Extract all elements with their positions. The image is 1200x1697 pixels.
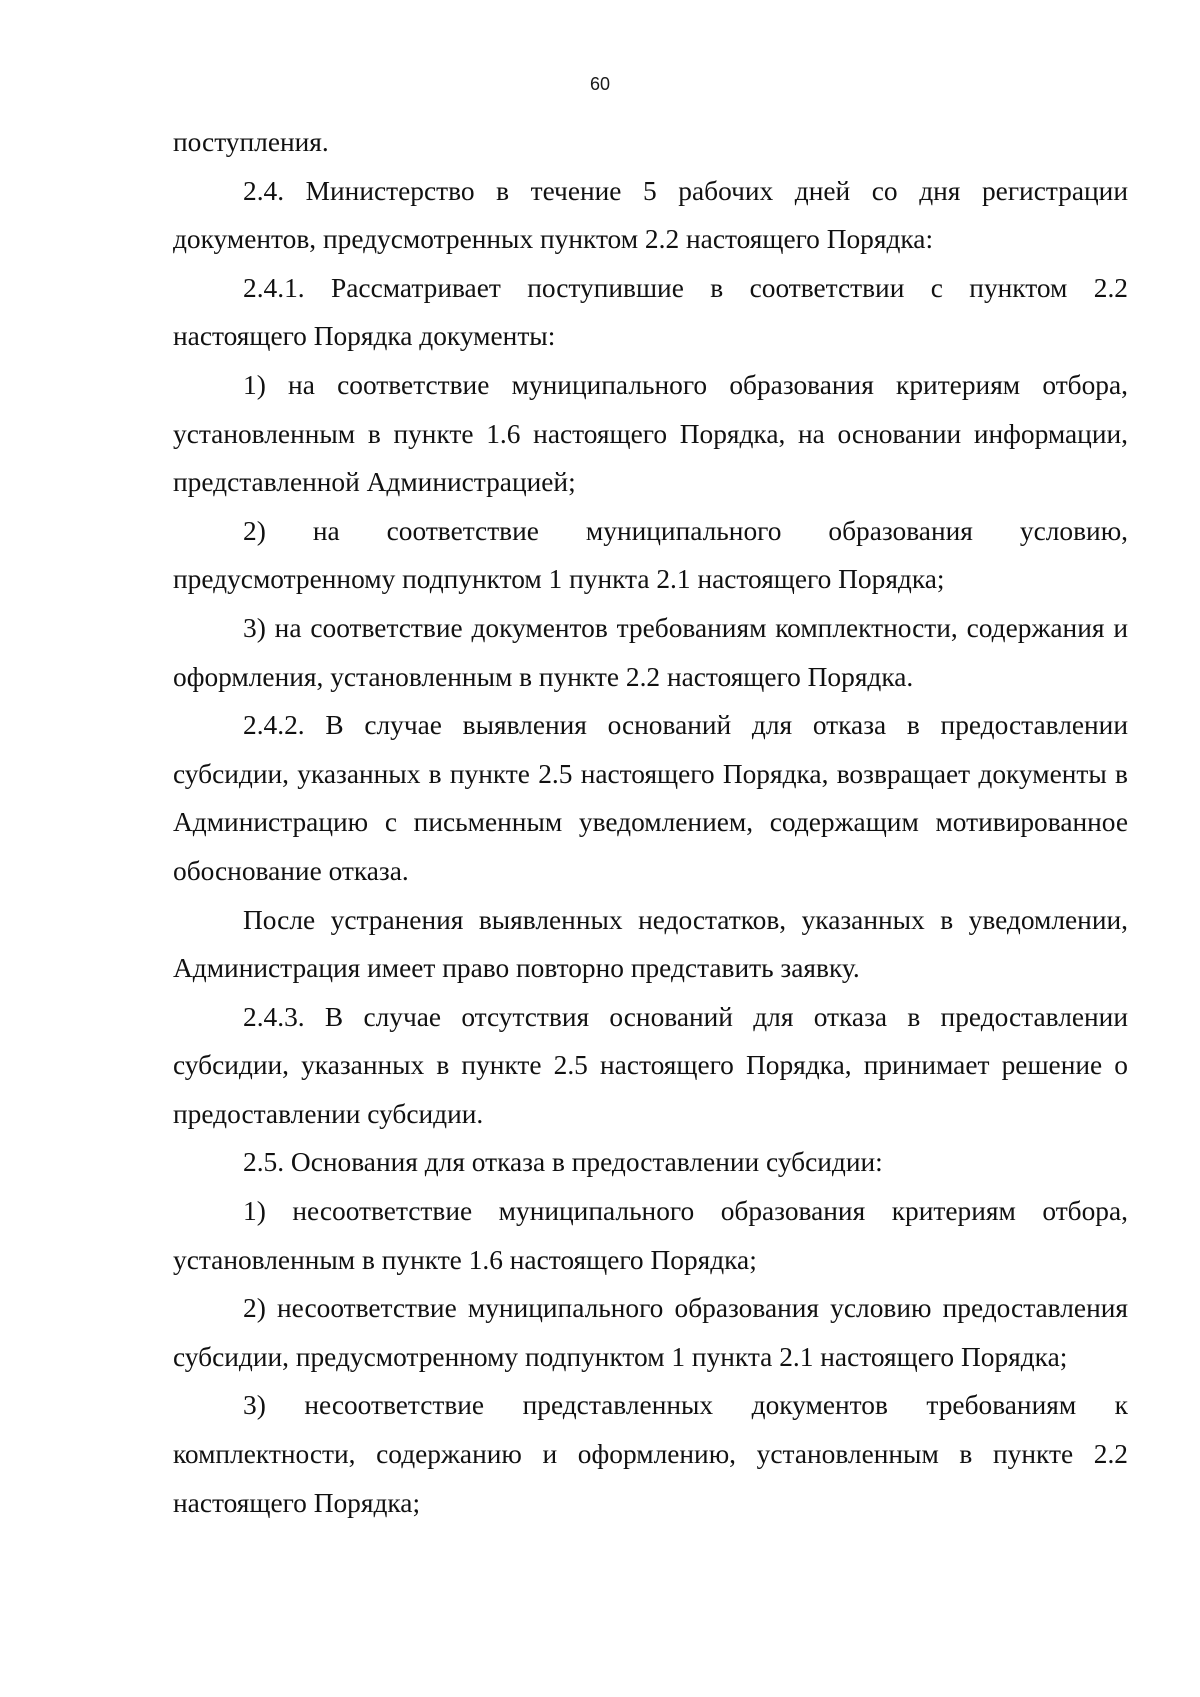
paragraph-continuation: поступления. — [173, 127, 329, 157]
paragraph-2-5-item-2: 2) несоответствие муниципального образования условию предоставления субсидии, предусмотренному подпунктом 1 пункта 2.1 настоящего Порядка; — [173, 1293, 1128, 1372]
paragraph-2-4-1-item-1: 1) на соответствие муниципального образования критериям отбора, установленным в пункте 1.6 настоящего Порядка, на основании информации, представленной Администрацией; — [173, 369, 1128, 498]
paragraph-2-4-2-note: После устранения выявленных недостатков, указанных в уведомлении, Администрация имеет право повторно представить заявку. — [173, 904, 1128, 984]
paragraph-2-4-1: 2.4.1. Рассматривает поступившие в соответствии с пунктом 2.2 настоящего Порядка документы: — [173, 272, 1128, 352]
document-body — [173, 118, 1128, 1527]
paragraph-2-4-1-item-3: 3) на соответствие документов требованиям комплектности, содержания и оформления, установленным в пункте 2.2 настоящего Порядка. — [173, 612, 1128, 692]
paragraph-2-5-item-1: 1) несоответствие муниципального образования критериям отбора, установленным в пункте 1.6 настоящего Порядка; — [173, 1196, 1128, 1275]
paragraph-2-4-2: 2.4.2. В случае выявления оснований для отказа в предоставлении субсидии, указанных в пункте 2.5 настоящего Порядка, возвращает документы в Администрацию с письменным уведомлением, содержащим мотивированное обоснование отказа. — [173, 710, 1128, 886]
page-number: 60 — [589, 74, 611, 94]
paragraph-2-4-3: 2.4.3. В случае отсутствия оснований для отказа в предоставлении субсидии, указанных в пункте 2.5 настоящего Порядка, принимает решение о предоставлении субсидии. — [173, 1001, 1128, 1129]
paragraph-2-5-item-3: 3) несоответствие представленных документов требованиям к комплектности, содержанию и оформлению, установленным в пункте 2.2 настоящего Порядка; — [173, 1390, 1128, 1518]
paragraph-2-4-1-item-2: 2) на соответствие муниципального образования условию, предусмотренному подпунктом 1 пункта 2.1 настоящего Порядка; — [173, 515, 1128, 595]
paragraph-2-4: 2.4. Министерство в течение 5 рабочих дней со дня регистрации документов, предусмотренных пунктом 2.2 настоящего Порядка: — [173, 175, 1128, 255]
paragraph-2-5: 2.5. Основания для отказа в предоставлении субсидии: — [243, 1147, 883, 1178]
